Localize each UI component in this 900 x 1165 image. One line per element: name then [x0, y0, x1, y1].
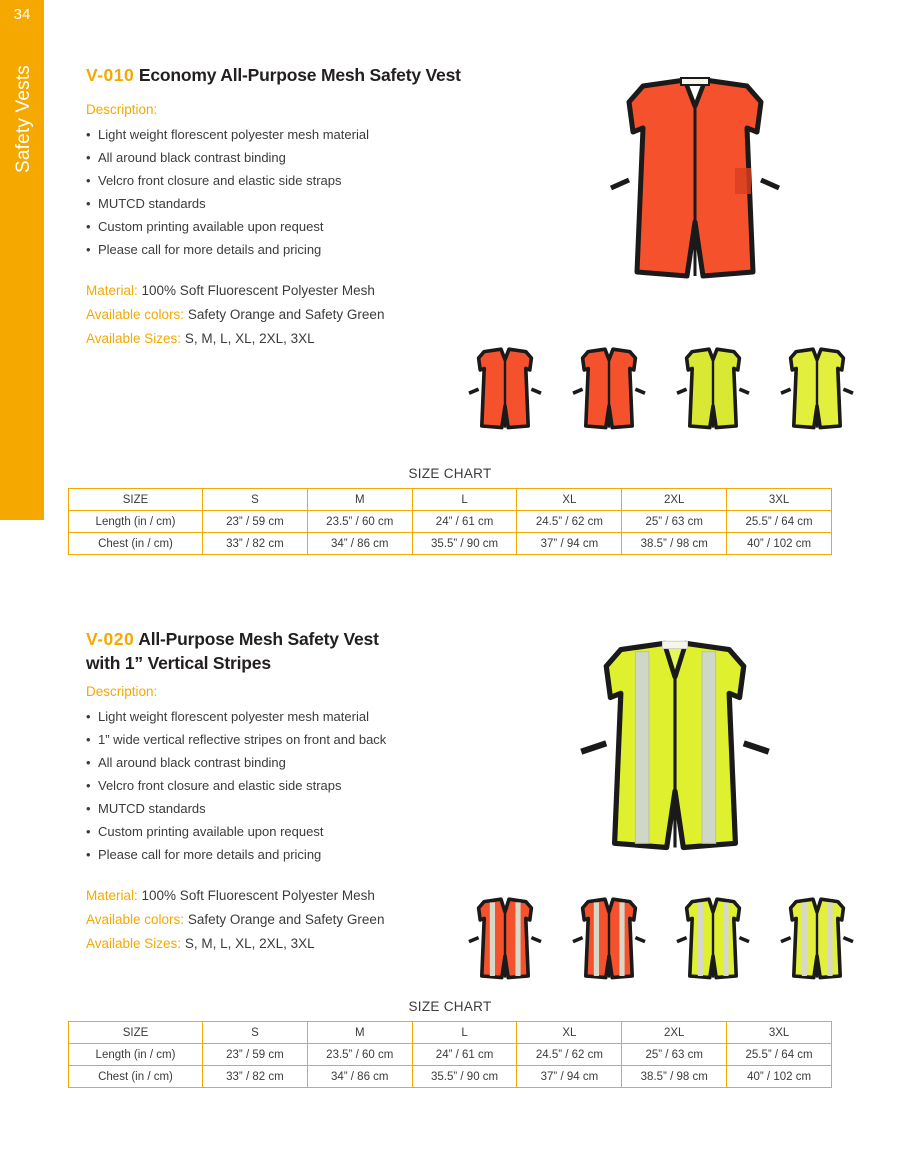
product-name-v010: Economy All-Purpose Mesh Safety Vest	[138, 65, 461, 85]
table-header-cell: SIZE	[69, 489, 203, 511]
material-label: Material:	[86, 888, 138, 904]
table-row	[69, 511, 832, 533]
table-cell: 23” / 59 cm	[203, 511, 308, 533]
table-cell: Chest (in / cm)	[69, 533, 203, 555]
size-chart-table	[68, 488, 832, 555]
vest-image-large-orange	[585, 72, 805, 312]
sidebar-tab-label: Safety Vests	[13, 65, 34, 174]
material-value: 100% Soft Fluorescent Polyester Mesh	[141, 282, 375, 298]
table-cell: 24” / 61 cm	[412, 1044, 517, 1066]
product-block-v010	[86, 64, 486, 351]
list-item: • 1” wide vertical reflective stripes on front and back	[86, 728, 486, 751]
description-label-v020: Description:	[86, 684, 158, 700]
table-cell: 23.5” / 60 cm	[307, 1044, 412, 1066]
table-header-cell: L	[412, 1022, 517, 1044]
table-header-cell: SIZE	[69, 1022, 203, 1044]
table-cell: 37” / 94 cm	[517, 1066, 622, 1088]
material-label: Material:	[86, 282, 138, 298]
table-cell: 40” / 102 cm	[727, 533, 832, 555]
product-code-v010: V-010	[86, 65, 135, 85]
table-row	[69, 1044, 832, 1066]
table-header-cell: 2XL	[622, 1022, 727, 1044]
list-item: • Please call for more details and pricing	[86, 238, 486, 261]
list-item: • Custom printing available upon request	[86, 820, 486, 843]
size-chart-table	[68, 1021, 832, 1088]
feature-list-v010	[86, 123, 486, 261]
table-cell: 25” / 63 cm	[622, 511, 727, 533]
table-cell: 24” / 61 cm	[412, 511, 517, 533]
product-title-v020	[86, 628, 486, 675]
table-row	[69, 489, 832, 511]
table-header-cell: M	[307, 489, 412, 511]
table-header-cell: S	[203, 489, 308, 511]
feature-list-v020	[86, 705, 486, 866]
product-block-v020	[86, 628, 486, 956]
colors-value: Safety Orange and Safety Green	[187, 306, 385, 322]
list-item: • Light weight florescent polyester mesh material	[86, 123, 486, 146]
table-header-cell: S	[203, 1022, 308, 1044]
table-header-cell: 3XL	[727, 1022, 832, 1044]
table-header-cell: 2XL	[622, 489, 727, 511]
table-cell: 38.5” / 98 cm	[622, 1066, 727, 1088]
vest-image-large-green-striped	[560, 635, 790, 885]
table-cell: 38.5” / 98 cm	[622, 533, 727, 555]
table-cell: 40” / 102 cm	[727, 1066, 832, 1088]
table-row	[69, 1022, 832, 1044]
table-cell: 25.5” / 64 cm	[727, 1044, 832, 1066]
material-value: 100% Soft Fluorescent Polyester Mesh	[141, 888, 375, 904]
table-cell: 33” / 82 cm	[203, 1066, 308, 1088]
list-item: • MUTCD standards	[86, 192, 486, 215]
table-cell: 34” / 86 cm	[307, 1066, 412, 1088]
product-title-v010	[86, 64, 486, 88]
material-line-v010	[86, 279, 486, 303]
table-header-cell: XL	[517, 1022, 622, 1044]
table-header-cell: M	[307, 1022, 412, 1044]
table-header-cell: XL	[517, 489, 622, 511]
table-cell: 23.5” / 60 cm	[307, 511, 412, 533]
list-item: • MUTCD standards	[86, 797, 486, 820]
table-header-cell: 3XL	[727, 489, 832, 511]
list-item: • Custom printing available upon request	[86, 215, 486, 238]
table-cell: 25.5” / 64 cm	[727, 511, 832, 533]
list-item: • Velcro front closure and elastic side straps	[86, 169, 486, 192]
table-cell: 35.5” / 90 cm	[412, 1066, 517, 1088]
colors-label: Available colors:	[86, 306, 185, 322]
table-cell: Length (in / cm)	[69, 1044, 203, 1066]
sizes-label: Available Sizes:	[86, 936, 182, 952]
product-images-v020	[500, 635, 860, 980]
table-cell: 25” / 63 cm	[622, 1044, 727, 1066]
product-images-v010	[455, 72, 855, 442]
product-name-v020-line1: All-Purpose Mesh Safety Vest	[138, 629, 379, 649]
table-cell: 23” / 59 cm	[203, 1044, 308, 1066]
colors-line-v010	[86, 303, 486, 327]
list-item: • Light weight florescent polyester mesh material	[86, 705, 486, 728]
table-cell: Length (in / cm)	[69, 511, 203, 533]
size-chart-title: SIZE CHART	[408, 466, 492, 481]
page-number: 34	[13, 6, 31, 23]
table-row	[69, 533, 832, 555]
sizes-line-v020	[86, 932, 486, 956]
product-code-v020: V-020	[86, 629, 135, 649]
sizes-value: S, M, L, XL, 2XL, 3XL	[184, 330, 315, 346]
table-cell: Chest (in / cm)	[69, 1066, 203, 1088]
sidebar-tab	[0, 0, 44, 520]
list-item: • All around black contrast binding	[86, 146, 486, 169]
table-cell: 37” / 94 cm	[517, 533, 622, 555]
product-name-v020-line2: with 1” Vertical Stripes	[86, 652, 271, 673]
table-header-cell: L	[412, 489, 517, 511]
sizes-line-v010	[86, 327, 486, 351]
sizes-label: Available Sizes:	[86, 330, 182, 346]
material-line-v020	[86, 884, 486, 908]
list-item: • All around black contrast binding	[86, 751, 486, 774]
colors-value: Safety Orange and Safety Green	[187, 912, 385, 928]
list-item: • Please call for more details and pricing	[86, 843, 486, 866]
vest-color-thumbnails-v010	[455, 340, 855, 450]
sizes-value: S, M, L, XL, 2XL, 3XL	[184, 936, 315, 952]
table-cell: 34” / 86 cm	[307, 533, 412, 555]
size-chart-v010	[68, 466, 832, 555]
table-cell: 24.5” / 62 cm	[517, 1044, 622, 1066]
list-item: • Velcro front closure and elastic side straps	[86, 774, 486, 797]
size-chart-v020	[68, 999, 832, 1088]
table-cell: 24.5” / 62 cm	[517, 511, 622, 533]
vest-color-thumbnails-v020	[455, 890, 855, 1000]
size-chart-title: SIZE CHART	[408, 999, 492, 1014]
colors-line-v020	[86, 908, 486, 932]
table-row	[69, 1066, 832, 1088]
table-cell: 33” / 82 cm	[203, 533, 308, 555]
colors-label: Available colors:	[86, 912, 185, 928]
description-label-v010: Description:	[86, 101, 158, 117]
table-cell: 35.5” / 90 cm	[412, 533, 517, 555]
